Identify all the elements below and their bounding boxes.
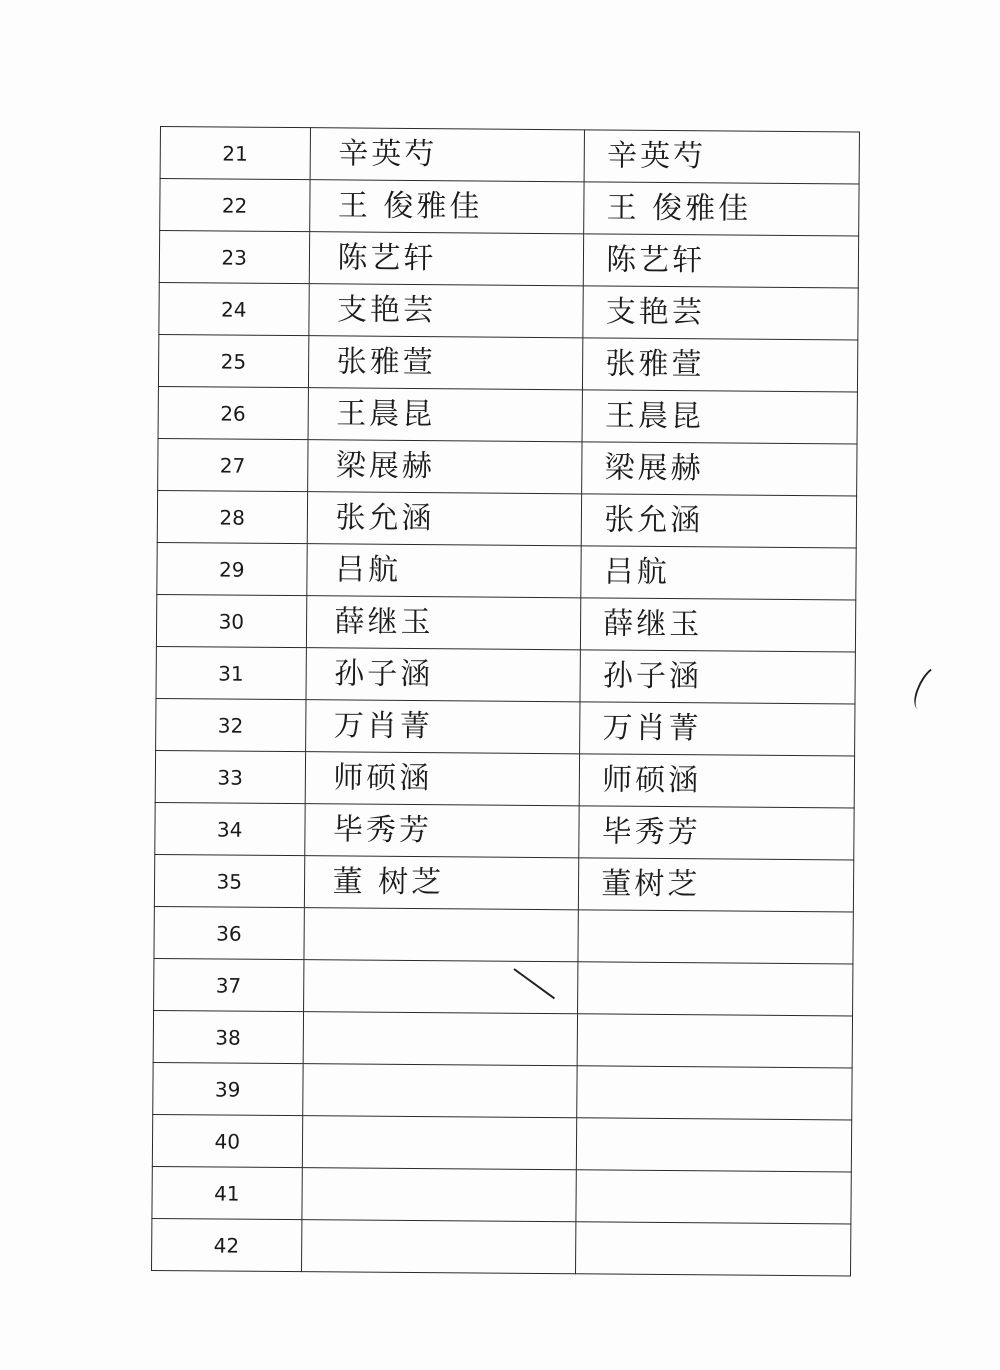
signature-cell-1 [301,1220,576,1274]
handwritten-signature: 支艳芸 [336,291,437,328]
handwritten-signature: 董树芝 [601,865,701,902]
handwritten-signature: 毕秀芳 [332,811,433,848]
handwritten-signature [304,934,578,936]
handwritten-signature: 梁展赫 [604,450,704,486]
signature-cell-1 [304,804,579,858]
signature-cell-1 [308,284,583,338]
handwritten-signature: 陈艺轩 [337,239,437,276]
signature-cell-1 [308,388,583,442]
row-number: 37 [154,958,304,1011]
signature-cell-1 [305,700,580,754]
handwritten-signature: 张雅萱 [336,343,436,380]
signature-cell-2 [577,1118,852,1172]
handwritten-signature [303,1038,577,1040]
row-number: 38 [153,1010,303,1063]
signature-cell-2 [581,598,856,652]
table-row [160,127,859,184]
handwritten-signature [576,1248,850,1250]
handwritten-signature: 梁展赫 [335,447,435,484]
handwritten-signature: 张允涵 [335,499,435,536]
row-number: 30 [156,594,306,647]
signature-cell-2 [578,962,853,1016]
row-number: 29 [157,542,307,595]
signature-cell-1 [308,336,583,390]
row-number: 35 [154,854,304,907]
signature-cell-1 [302,1116,577,1170]
signature-cell-1 [305,752,580,806]
handwritten-signature: 薛继玉 [603,605,703,642]
row-number: 25 [158,334,308,387]
row-number: 32 [156,698,306,751]
handwritten-signature [579,936,853,938]
row-number: 40 [152,1114,302,1167]
handwritten-signature: 吕航 [334,551,402,588]
signature-cell-2 [576,1222,851,1276]
signature-cell-1 [310,128,585,182]
row-number: 23 [159,231,309,284]
row-number: 41 [152,1166,302,1219]
signature-cell-2 [577,1014,852,1068]
handwritten-signature [578,1040,852,1042]
signature-cell-1 [306,596,581,650]
handwritten-signature [579,988,853,990]
table-row [154,854,853,911]
signature-cell-1 [307,492,582,546]
handwritten-signature: 孙子涵 [334,655,434,692]
signature-cell-1 [309,180,584,234]
signature-cell-2 [584,130,859,184]
table-row [156,594,855,651]
table-row [160,179,859,236]
signature-cell-2 [579,858,854,912]
handwritten-signature: 辛英芍 [606,138,707,174]
handwritten-signature [578,1092,852,1094]
signature-cell-2 [583,286,858,340]
table-row [155,802,854,859]
row-number: 31 [156,646,306,699]
row-number: 36 [154,906,304,959]
table-row [153,1062,852,1119]
handwritten-signature [303,1090,577,1092]
handwritten-signature: 辛英芍 [338,135,438,172]
signature-cell-1 [306,544,581,598]
signature-cell-1 [304,856,579,910]
handwritten-signature: 张允涵 [604,502,704,538]
signin-table [151,126,860,1276]
handwritten-signature: 王 俊雅佳 [337,187,483,225]
table-row [153,1010,852,1067]
margin-pen-mark [910,662,948,715]
row-number: 27 [158,438,308,491]
handwritten-signature: 王晨昆 [336,395,436,432]
signature-cell-2 [576,1170,851,1224]
table-row [152,1218,851,1275]
handwritten-signature: 董 树芝 [332,863,445,900]
handwritten-signature [577,1144,851,1146]
table-row [152,1166,851,1223]
table-row [155,750,854,807]
handwritten-signature: 万肖菁 [602,709,702,746]
row-number: 22 [160,179,310,232]
table-row [156,698,855,755]
table-row [154,958,853,1015]
signature-cell-1 [307,440,582,494]
signature-cell-2 [584,234,859,288]
table-row [158,334,857,391]
table-row [158,438,857,495]
signature-cell-1 [301,1168,576,1222]
handwritten-signature [577,1196,851,1198]
signature-cell-2 [581,494,856,548]
signature-cell-1 [302,1064,577,1118]
row-number: 33 [155,750,305,803]
handwritten-signature: 吕航 [603,553,670,590]
table-row [159,231,858,288]
table-row [154,906,853,963]
handwritten-signature: 王 俊雅佳 [606,190,752,227]
signature-cell-1 [305,648,580,702]
signature-cell-2 [579,806,854,860]
handwritten-signature: 张雅萱 [605,346,705,382]
handwritten-signature: 师硕涵 [602,761,702,798]
handwritten-signature: 薛继玉 [334,603,434,640]
handwritten-signature: 孙子涵 [602,657,703,694]
handwritten-signature: 毕秀芳 [601,813,701,850]
handwritten-signature: 万肖菁 [333,707,433,744]
row-number: 28 [157,490,307,543]
signature-cell-1 [309,232,584,286]
handwritten-signature [302,1246,576,1248]
table-row [159,282,858,339]
row-number: 39 [153,1062,303,1115]
signature-cell-2 [580,650,855,704]
signature-cell-1 [303,908,578,962]
handwritten-signature: 师硕涵 [333,759,433,796]
signature-cell-2 [578,910,853,964]
row-number: 21 [160,127,310,180]
table-row [158,386,857,443]
row-number: 42 [152,1218,302,1271]
signature-cell-2 [579,754,854,808]
handwritten-signature: 陈艺轩 [606,242,706,278]
table-row [157,542,856,599]
signature-cell-2 [583,338,858,392]
handwritten-signature [303,1142,577,1144]
signature-cell-2 [577,1066,852,1120]
row-number: 24 [159,282,309,335]
table-row [157,490,856,547]
signature-cell-2 [580,702,855,756]
row-number: 34 [155,802,305,855]
row-number: 26 [158,386,308,439]
signin-table-body [152,127,860,1276]
table-row [152,1114,851,1171]
signature-cell-2 [581,546,856,600]
handwritten-signature: 王晨昆 [604,398,705,434]
signature-cell-2 [582,442,857,496]
handwritten-signature: 支艳芸 [605,294,705,330]
signature-cell-2 [584,182,859,236]
signature-cell-1 [303,1012,578,1066]
signature-cell-2 [582,390,857,444]
table-row [156,646,855,703]
handwritten-signature [302,1194,576,1196]
